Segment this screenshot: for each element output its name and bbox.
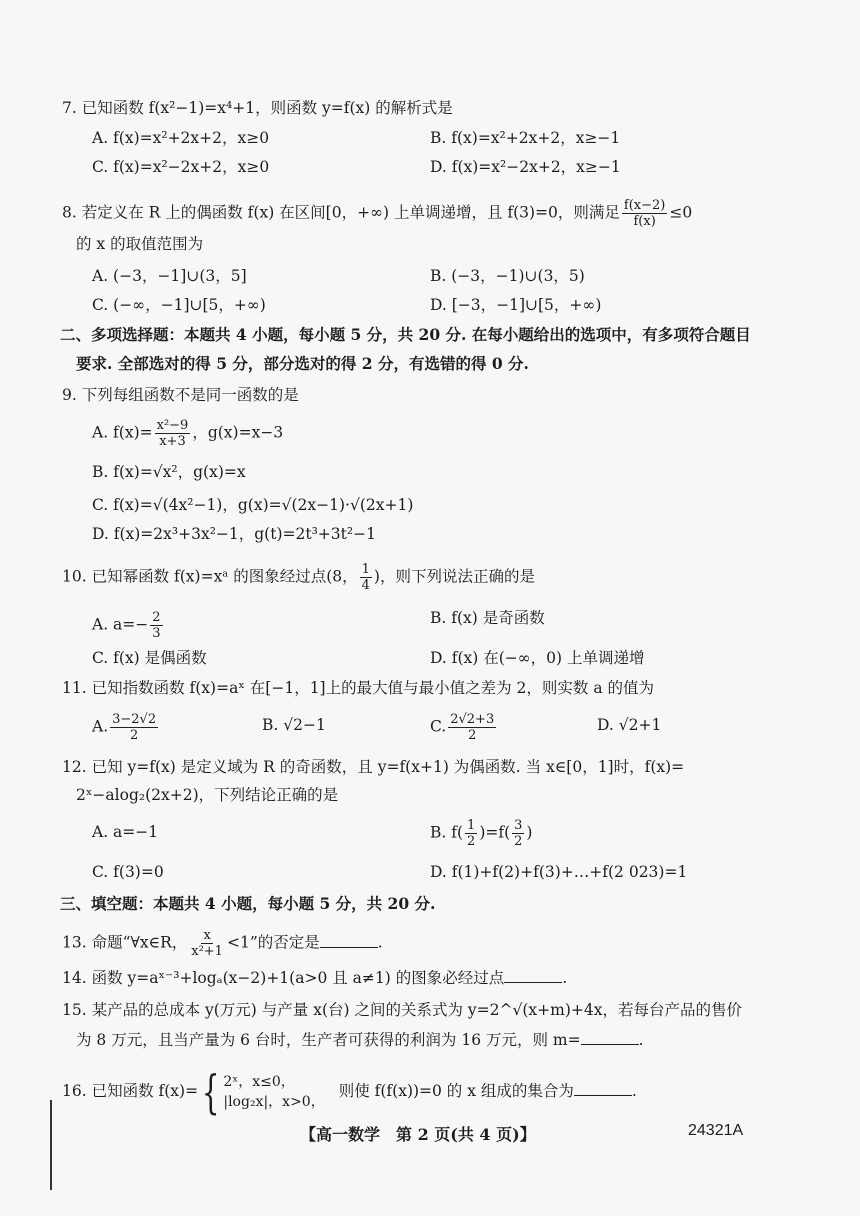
page-footer-code: 24321A <box>688 1122 744 1139</box>
q12-b-den-1: 2 <box>467 834 476 849</box>
q15-stem: 15. 某产品的总成本 y(万元) 与产量 x(台) 之间的关系式为 y=2^√(x+m)+4x，若每台产品的售价 <box>62 1001 742 1019</box>
q10-a-den: 3 <box>152 626 161 641</box>
q9-a-den: x+3 <box>159 434 186 449</box>
q13-den: x²+1 <box>191 944 223 959</box>
q12-b-num-2: 3 <box>514 818 523 833</box>
q8-frac-num: f(x−2) <box>623 198 666 213</box>
q11-option-b: B. √2−1 <box>262 716 326 734</box>
q14-answer-blank[interactable] <box>504 968 562 983</box>
q12-option-b <box>430 818 532 849</box>
q16-text: 16. 已知函数 f(x)= <box>62 1082 199 1100</box>
q10-option-a <box>92 610 165 641</box>
brace-symbol: { <box>201 1065 220 1119</box>
q8-option-c: C. (−∞，−1]∪[5，+∞) <box>92 296 266 314</box>
section-2-heading: 二、多项选择题：本题共 4 小题，每小题 5 分，共 20 分. 在每小题给出的选项中，有多项符合题目 <box>60 325 751 344</box>
q11-option-d: D. √2+1 <box>597 716 662 734</box>
q10-stem-tail: )，则下列说法正确的是 <box>373 567 535 586</box>
q11-c-den: 2 <box>468 728 477 743</box>
q8-fraction <box>622 198 667 229</box>
q12-stem-continued: 2ˣ−alog₂(2x+2)，下列结论正确的是 <box>76 786 339 804</box>
q16-case-1: 2ˣ，x≤0， <box>223 1074 295 1090</box>
q9-stem: 9. 下列每组函数不是同一函数的是 <box>62 386 299 404</box>
q12-b-text: B. f( <box>430 823 464 842</box>
q7-option-a: A. f(x)=x²+2x+2，x≥0 <box>92 129 270 147</box>
q11-stem: 11. 已知指数函数 f(x)=aˣ 在[−1，1]上的最大值与最小值之差为 2，则实数 a 的值为 <box>62 679 654 697</box>
q11-option-c <box>430 712 498 743</box>
q12-stem: 12. 已知 y=f(x) 是定义域为 R 的奇函数，且 y=f(x+1) 为偶函数. 当 x∈[0，1]时，f(x)= <box>62 758 685 776</box>
q10-a-num: 2 <box>152 610 161 625</box>
section-2-heading-continued: 要求. 全部选对的得 5 分，部分选对的得 2 分，有选错的得 0 分. <box>76 354 529 373</box>
q13-answer-blank[interactable] <box>320 933 378 948</box>
q12-b-den-2: 2 <box>514 834 523 849</box>
q8-option-d: D. [−3，−1]∪[5，+∞) <box>430 296 602 314</box>
q16-case-2: |log₂x|，x>0， <box>223 1094 325 1110</box>
q13-text-tail: <1”的否定是 <box>226 933 320 952</box>
q12-option-d: D. f(1)+f(2)+f(3)+…+f(2 023)=1 <box>430 863 688 881</box>
q9-option-b: B. f(x)=√x²，g(x)=x <box>92 463 246 481</box>
q12-b-fraction-2 <box>512 818 524 849</box>
q13-period: . <box>377 933 383 952</box>
q11-c-fraction <box>448 712 496 743</box>
q16-piecewise <box>198 1065 325 1119</box>
q13-line <box>62 928 383 959</box>
q7-option-d: D. f(x)=x²−2x+2，x≥−1 <box>430 158 621 176</box>
q9-a-tail: ，g(x)=x−3 <box>192 423 284 442</box>
q11-a-den: 2 <box>129 728 139 743</box>
q13-fraction <box>189 928 225 959</box>
q16-cases <box>223 1072 324 1112</box>
q11-c-num: 2√2+3 <box>450 712 495 727</box>
q14-text: 14. 函数 y=aˣ⁻³+logₐ(x−2)+1(a>0 且 a≠1) 的图象必经过点 <box>62 969 505 987</box>
q16-line <box>62 1065 637 1119</box>
q15-text: 为 8 万元，且当产量为 6 台时，生产者可获得的利润为 16 万元，则 m= <box>76 1031 581 1049</box>
q8-frac-den: f(x) <box>633 214 656 229</box>
q12-b-num-1: 1 <box>467 818 476 833</box>
q9-option-a <box>92 418 283 449</box>
q7-option-b: B. f(x)=x²+2x+2，x≥−1 <box>430 129 621 147</box>
q8-stem-continued: 的 x 的取值范围为 <box>76 235 204 253</box>
q10-point-den: 4 <box>361 578 370 593</box>
q11-option-a <box>92 712 160 743</box>
q16-text-tail: 则使 f(f(x))=0 的 x 组成的集合为 <box>338 1082 574 1100</box>
q9-option-d: D. f(x)=2x³+3x²−1，g(t)=2t³+3t²−1 <box>92 525 376 543</box>
q10-point-num: 1 <box>361 562 370 577</box>
q12-b-tail: ) <box>526 823 533 842</box>
q9-option-c: C. f(x)=√(4x²−1)，g(x)=√(2x−1)·√(2x+1) <box>92 496 414 514</box>
q11-a-fraction <box>110 712 158 743</box>
page-footer-title: 【高一数学 第 2 页(共 4 页)】 <box>300 1125 536 1144</box>
q9-a-text: A. f(x)= <box>92 423 153 442</box>
q16-period: . <box>631 1082 637 1100</box>
q9-a-num: x²−9 <box>156 418 189 433</box>
section-3-heading: 三、填空题：本题共 4 小题，每小题 5 分，共 20 分. <box>60 894 436 913</box>
q10-option-d: D. f(x) 在(−∞，0) 上单调递增 <box>430 649 645 667</box>
q11-a-num: 3−2√2 <box>112 712 157 727</box>
q8-stem-tail: ≤0 <box>669 203 693 222</box>
q15-period: . <box>638 1031 644 1049</box>
q10-stem-text: 10. 已知幂函数 f(x)=xᵃ 的图象经过点(8， <box>62 567 358 586</box>
q10-a-fraction <box>150 610 162 641</box>
q13-num: x <box>203 928 211 943</box>
q10-a-text: A. a=− <box>92 615 149 634</box>
q7-stem: 7. 已知函数 f(x²−1)=x⁴+1，则函数 y=f(x) 的解析式是 <box>62 99 453 117</box>
q15-line-2 <box>76 1030 644 1050</box>
q8-stem-text: 8. 若定义在 R 上的偶函数 f(x) 在区间[0，+∞) 上单调递增，且 f(3)=0，则满足 <box>62 203 620 222</box>
q8-option-b: B. (−3，−1)∪(3，5) <box>430 267 585 285</box>
q12-option-a: A. a=−1 <box>92 823 159 841</box>
q11-c-label: C. <box>430 717 447 736</box>
q15-answer-blank[interactable] <box>581 1030 639 1045</box>
q10-point-fraction <box>360 562 372 593</box>
q14-period: . <box>562 969 568 987</box>
q13-text: 13. 命题“∀x∈R， <box>62 933 188 952</box>
q12-b-mid: )=f( <box>479 823 511 842</box>
q8-stem <box>62 198 692 229</box>
q14-line <box>62 968 567 988</box>
q10-option-b: B. f(x) 是奇函数 <box>430 609 545 627</box>
q10-option-c: C. f(x) 是偶函数 <box>92 649 207 667</box>
q9-a-fraction <box>155 418 191 449</box>
q10-stem <box>62 562 535 593</box>
q12-b-fraction-1 <box>465 818 477 849</box>
q8-option-a: A. (−3，−1]∪(3，5] <box>92 267 247 285</box>
q12-option-c: C. f(3)=0 <box>92 863 164 881</box>
q11-a-label: A. <box>92 717 109 736</box>
scan-edge-line <box>50 1100 52 1190</box>
q16-answer-blank[interactable] <box>574 1081 632 1096</box>
q7-option-c: C. f(x)=x²−2x+2，x≥0 <box>92 158 270 176</box>
